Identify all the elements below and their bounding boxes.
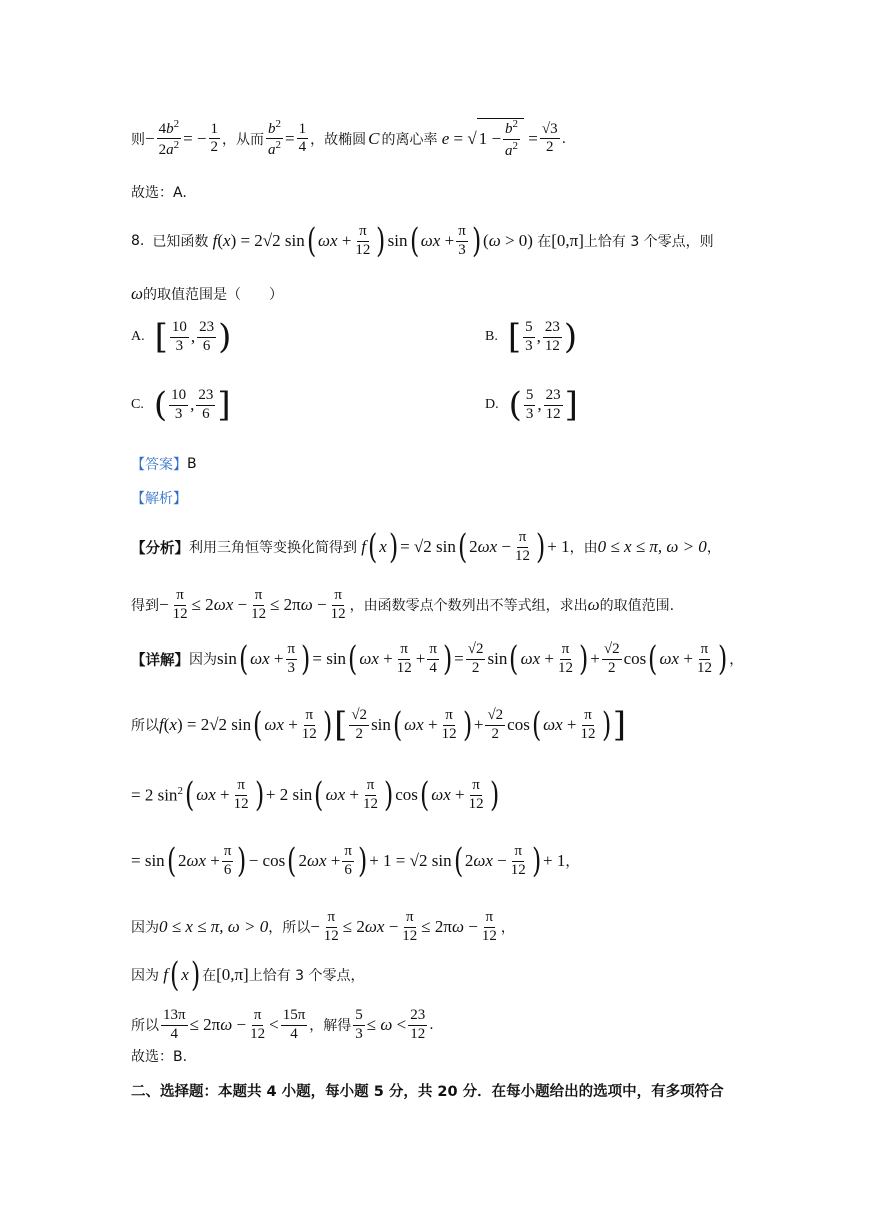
step-range: 因为 0 ≤ x ≤ π, ω > 0 ，所以 − $\frac{\pi}{12}$ ≤ 2ωx − $\frac{\pi}{12}$ ≤ 2πω − $\frac{\pi}{12}$ ， xyxy=(131,909,515,944)
fenxi-line-2: 得到 − $\frac{\pi}{12}$ ≤ 2ωx − $\frac{\pi}{12}$ ≤ 2πω − $\frac{\pi}{12}$ ，由函数零点个数列出不等式组，求出 ω 的取值范围. xyxy=(131,587,675,622)
option-c[interactable]: C. ( $\frac{10}{3}$ , $\frac{23}{6}$ ] xyxy=(131,385,231,426)
step-simplified: = sin ( 2ωx + $\frac{\pi}{6}$ ) − cos ( 2ωx + $\frac{\pi}{6}$ ) + 1 = √2 sin ( 2ωx − $\frac{\pi}{12}$ ) + 1 ， xyxy=(131,841,580,882)
answer-line xyxy=(131,454,197,474)
frac-1-4: $\frac{1}{4}$ xyxy=(298,120,307,156)
text-ze: 则 xyxy=(131,131,145,148)
option-d[interactable]: D. ( $\frac{5}{3}$ , $\frac{23}{12}$ ] xyxy=(485,385,578,426)
conclusion-b: 故选：B. xyxy=(131,1049,188,1065)
step-solve: 所以 $\frac{13\pi}{4}$ ≤ 2πω − $\frac{\pi}{12}$ < $\frac{15\pi}{4}$ ，解得 $\frac{5}{3}$ ≤ ω < $\frac{23}{12}$ . xyxy=(131,1007,434,1042)
analysis-tag: 【解析】 xyxy=(131,491,187,507)
frac-b2-a2: $\frac{b^2}{a^2}$ xyxy=(268,117,282,159)
fenxi-line: 【分析】 利用三角恒等变换化简得到 f ( x ) = √2 sin ( 2ωx − $\frac{\pi}{12}$ ) + 1 ，由 0 ≤ x ≤ π, ω > 0 ， xyxy=(131,527,721,568)
option-a[interactable]: A. [ $\frac{10}{3}$ , $\frac{23}{6}$ ) xyxy=(131,317,232,358)
frac-4b2-2a2: $\frac{4b^2}{2a^2}$ xyxy=(158,117,180,159)
xiangjie-line: 【详解】 因为 sin ( ωx + $\frac{\pi}{3}$ ) = sin ( ωx + $\frac{\pi}{12}$ + $\frac{\pi}{4}$ ) = $\frac{√2}{2}$ sin ( ωx + $\frac{\pi}{12}$ ) + $\frac{√2}{2}$ cos ( ωx + $\frac{\pi}{12}$ ) ， xyxy=(131,639,744,680)
question-8-line2: ω 的取值范围是（ ） xyxy=(131,284,284,303)
eccentricity-line: 则 − $\frac{4b^2}{2a^2}$ = − $\frac{1}{2}$ ，从而 $\frac{b^2}{a^2}$ = $\frac{1}{4}$ ，故椭圆 C 的离心率 e = √ 1 − $\frac{b^2}{a^2}$ = $\frac{√3}{2}$ . xyxy=(131,117,567,159)
section-header: 二、选择题：本题共 4 小题，每小题 5 分，共 20 分．在每小题给出的选项中，有多项符合 xyxy=(131,1084,724,1100)
frac-1-2: $\frac{1}{2}$ xyxy=(210,120,219,156)
question-8-line1: 8. 已知函数 f(x) = 2√2 sin ( ωx + $\frac{\pi}{12}$ ) sin ( ωx + $\frac{\pi}{3}$ ) (ω > 0) 在 [0,π] 上恰有 3 个零点，则 xyxy=(131,221,714,262)
step-2sin2: = 2 $\sin^2$ ( ωx + $\frac{\pi}{12}$ ) + 2 sin ( ωx + $\frac{\pi}{12}$ ) cos ( ωx + $\frac{\pi}{12}$ ) xyxy=(131,775,499,816)
answer-tag: 【答案】 xyxy=(131,457,187,473)
step-zeros: 因为 f ( x ) 在 [0,π] 上恰有 3 个零点， xyxy=(131,955,365,995)
frac-sqrt3-2: $\frac{√3}{2}$ xyxy=(541,120,558,156)
option-b[interactable]: B. [ $\frac{5}{3}$ , $\frac{23}{12}$ ) xyxy=(485,317,578,358)
suoyi-line: 所以 f(x) = 2√2 sin ( ωx + $\frac{\pi}{12}$ ) [ $\frac{√2}{2}$ sin ( ωx + $\frac{\pi}{12}$ ) + $\frac{√2}{2}$ cos ( ωx + $\frac{\pi}{12}$ ) ] xyxy=(131,705,627,746)
conclusion-a: 故选：A. xyxy=(131,185,187,201)
answer-value: B xyxy=(187,456,197,472)
